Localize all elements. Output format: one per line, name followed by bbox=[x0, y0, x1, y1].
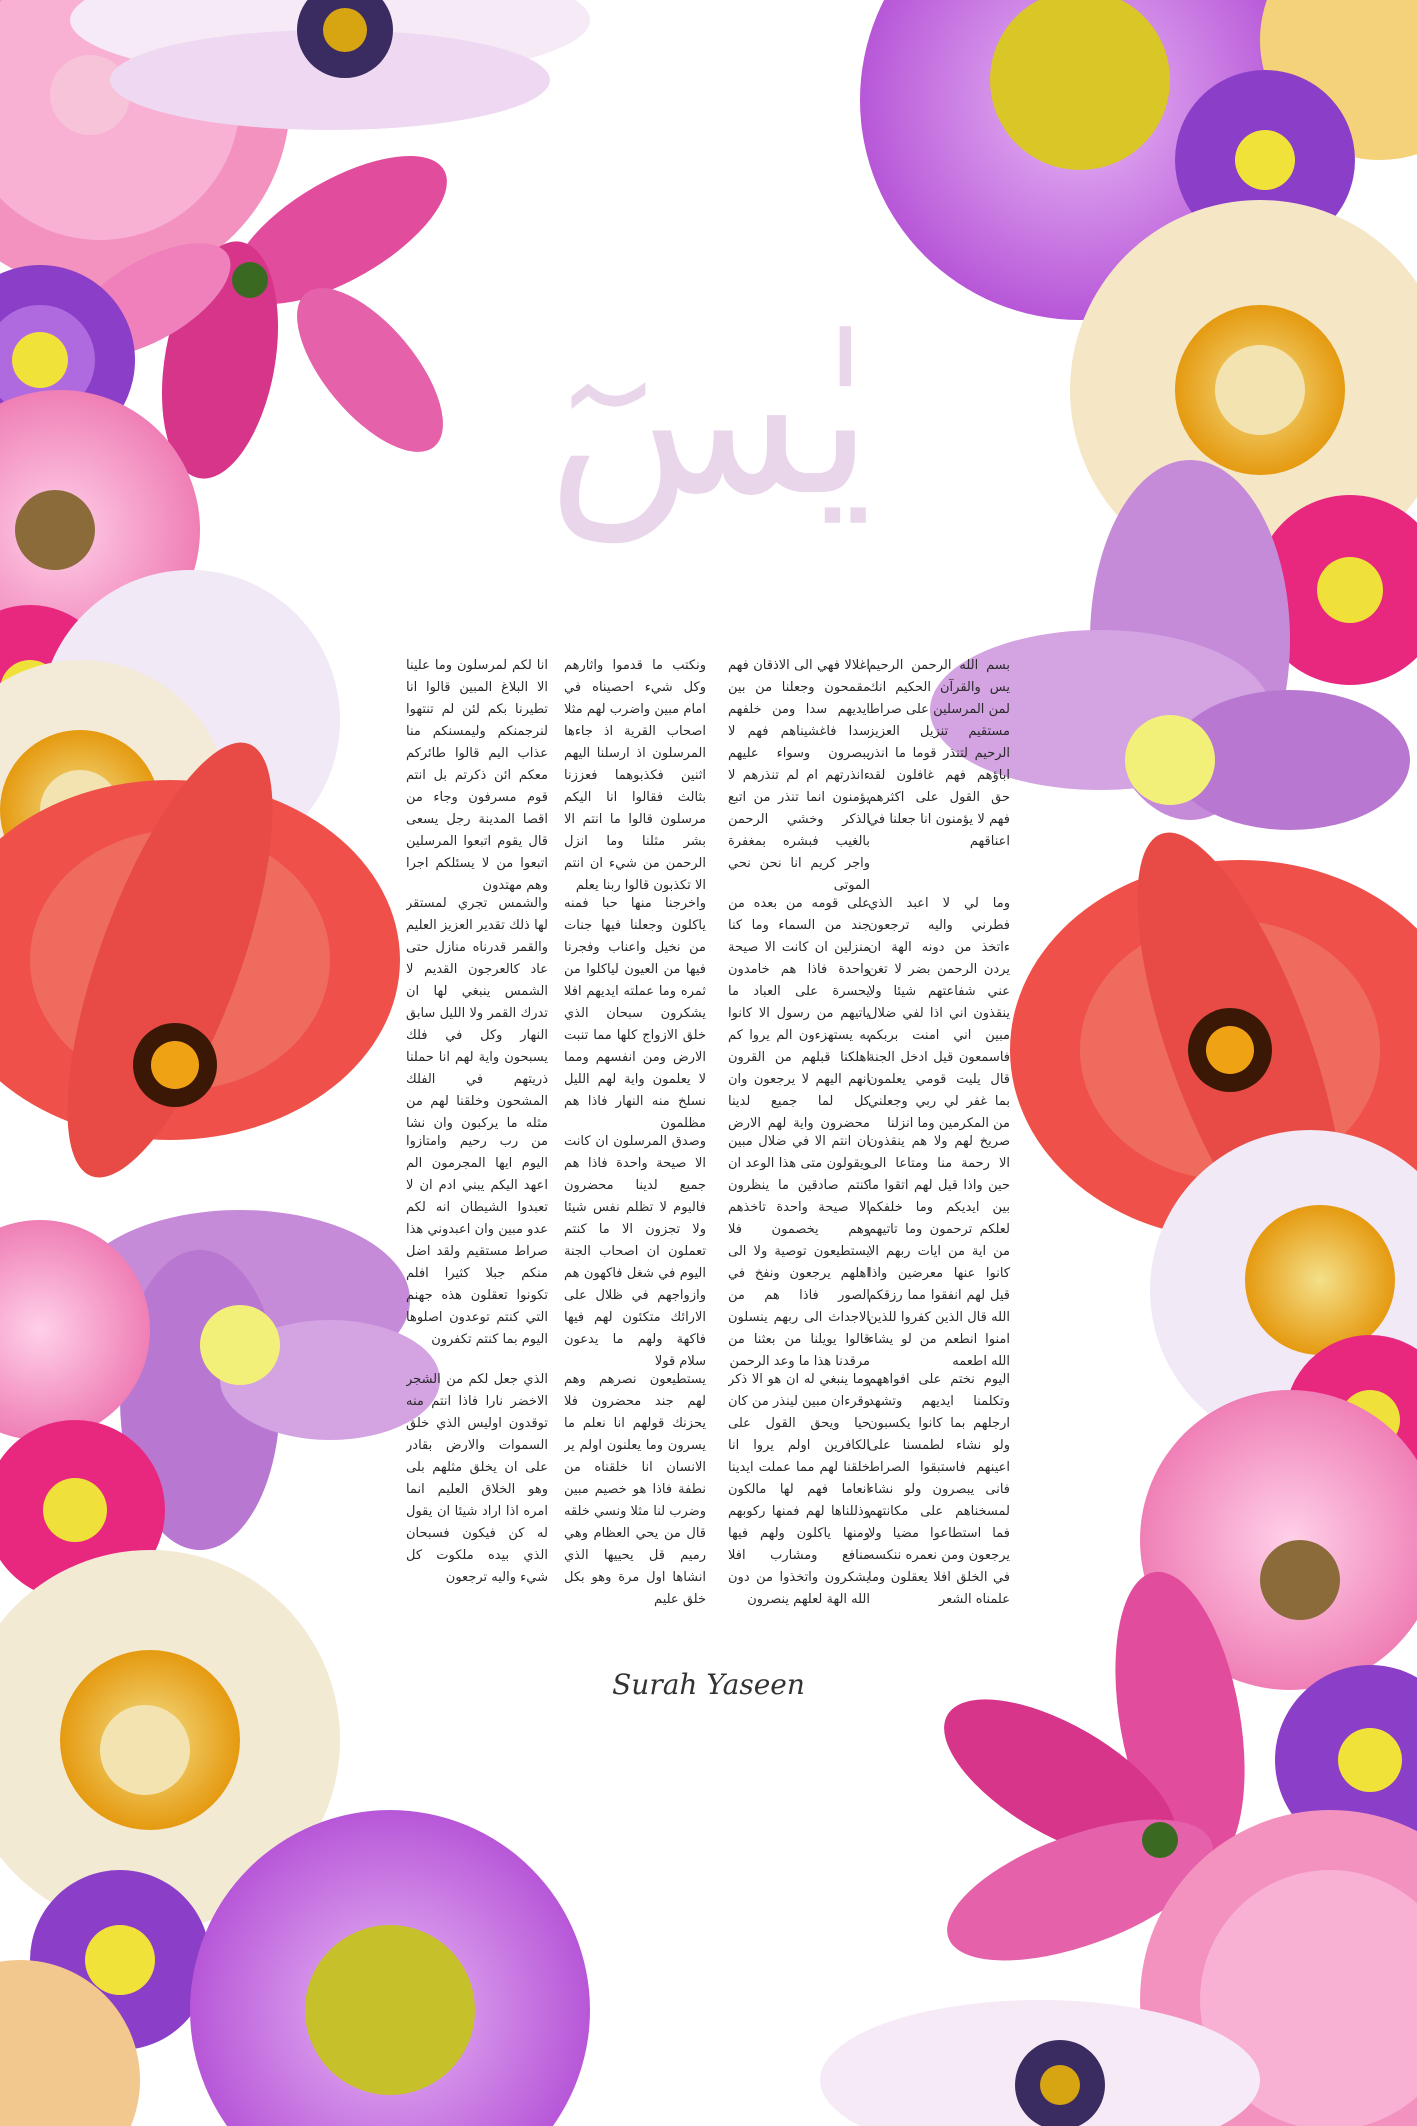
text-paragraph: وصدق المرسلون ان كانت الا صيحة واحدة فاذا هم جميع لدينا محضرون فاليوم لا تظلم نفس شيئا ولا تجزون الا ما كنتم تعملون ان اصحاب الجنة اليوم في شغل فاكهون هم وازواجهم في ظلال على الارائك متكئون لهم فيها فاكهة ولهم ما يدعون سلام قولا bbox=[564, 1134, 706, 1369]
text-paragraph: بسم الله الرحمن الرحيم يس والقرآن الحكيم انك لمن المرسلين على صراط مستقيم تنزيل العزيز الرحيم لتنذر قوما ما انذر اباؤهم فهم غافلون لقد حق القول على اكثرهم فهم لا يؤمنون انا جعلنا في اعناقهم bbox=[868, 658, 1010, 849]
text-paragraph: على قومه من بعده من جند من السماء وما كنا منزلين ان كانت الا صيحة واحدة فاذا هم خامدون يحسرة على العباد ما ياتيهم من رسول الا كانوا به يستهزءون الم يروا كم اهلكنا قبلهم من القرون انهم اليهم لا يرجعون وان كل لما جميع لدينا محضرون واية لهم الارض bbox=[728, 896, 870, 1131]
text-paragraph: صريخ لهم ولا هم ينقذون الا رحمة منا ومتاعا الى حين واذا قيل لهم اتقوا ما بين ايديكم وما خلفكم لعلكم ترحمون وما تاتيهم من اية من ايات ربهم الا كانوا عنها معرضين واذا قيل لهم انفقوا مما رزقكم الله قال الذين كفروا للذين امنوا انطعم من لو يشاء الله اطعمه bbox=[868, 1134, 1010, 1369]
surah-title-calligraphy: يٰسٓ bbox=[546, 297, 874, 542]
text-paragraph: الذي جعل لكم من الشجر الاخضر نارا فاذا انتم منه توقدون اوليس الذي خلق السموات والارض بقادر على ان يخلق مثلهم بلى وهو الخلاق العليم انما امره اذا اراد شيئا ان يقول له كن فيكون فسبحان الذي بيده ملكوت كل شيء واليه ترجعون bbox=[406, 1372, 548, 1585]
surah-text-block bbox=[400, 655, 1010, 1605]
text-paragraph: وما ينبغي له ان هو الا ذكر وقرءان مبين لينذر من كان حيا ويحق القول على الكافرين اولم يروا انا خلقنا لهم مما عملت ايدينا انعاما فهم لها مالكون وذللناها لهم فمنها ركوبهم ومنها ياكلون ولهم فيها منافع ومشارب افلا يشكرون واتخذوا من دون الله الهة لعلهم ينصرون bbox=[728, 1372, 870, 1607]
text-paragraph: ونكتب ما قدموا واثارهم وكل شيء احصيناه في امام مبين واضرب لهم مثلا اصحاب القرية اذ جاءها المرسلون اذ ارسلنا اليهم اثنين فكذبوهما فعززنا بثالث فقالوا انا اليكم مرسلون قالوا ما انتم الا بشر مثلنا وما انزل الرحمن من شيء ان انتم الا تكذبون قالوا ربنا يعلم bbox=[564, 658, 706, 893]
text-paragraph: ان انتم الا في ضلال مبين ويقولون متى هذا الوعد ان كنتم صادقين ما ينظرون الا صيحة واحدة تاخذهم وهم يخصمون فلا يستطيعون توصية ولا الى اهلهم يرجعون ونفخ في الصور فاذا هم من الاجداث الى ربهم ينسلون قالوا يويلنا من بعثنا من مرقدنا هذا ما وعد الرحمن bbox=[728, 1134, 870, 1369]
text-paragraph: انا لكم لمرسلون وما علينا الا البلاغ المبين قالوا انا تطيرنا بكم لئن لم تنتهوا لنرجمنكم وليمسنكم منا عذاب اليم قالوا طائركم معكم ائن ذكرتم بل انتم قوم مسرفون وجاء من اقصا المدينة رجل يسعى قال يقوم اتبعوا المرسلين اتبعوا من لا يسئلكم اجرا وهم مهتدون bbox=[406, 658, 548, 893]
text-paragraph: اغلالا فهي الى الاذقان فهم مقمحون وجعلنا من بين ايديهم سدا ومن خلفهم سدا فاغشيناهم فهم لا يبصرون وسواء عليهم ءانذرتهم ام لم تنذرهم لا يؤمنون انما تنذر من اتبع الذكر وخشي الرحمن بالغيب فبشره بمغفرة واجر كريم انا نحن نحي الموتى bbox=[728, 658, 870, 893]
text-paragraph: اليوم نختم على افواههم وتكلمنا ايديهم وتشهد ارجلهم بما كانوا يكسبون ولو نشاء لطمسنا على اعينهم فاستبقوا الصراط فانى يبصرون ولو نشاء لمسخناهم على مكانتهم فما استطاعوا مضيا ولا يرجعون ومن نعمره ننكسه في الخلق افلا يعقلون وما علمناه الشعر bbox=[868, 1372, 1010, 1607]
text-paragraph: والشمس تجري لمستقر لها ذلك تقدير العزيز العليم والقمر قدرناه منازل حتى عاد كالعرجون القديم لا الشمس ينبغي لها ان تدرك القمر ولا الليل سابق النهار وكل في فلك يسبحون واية لهم انا حملنا ذريتهم في الفلك المشحون وخلقنا لهم من مثله ما يركبون وان نشا bbox=[406, 896, 548, 1131]
text-paragraph: واخرجنا منها حبا فمنه ياكلون وجعلنا فيها جنات من نخيل واعناب وفجرنا فيها من العيون لياكلوا من ثمره وما عملته ايديهم افلا يشكرون سبحان الذي خلق الازواج كلها مما تنبت الارض ومن انفسهم ومما لا يعلمون واية لهم الليل نسلخ منه النهار فاذا هم مظلمون bbox=[564, 896, 706, 1131]
surah-caption: Surah Yaseen bbox=[612, 1668, 805, 1701]
text-paragraph: وما لي لا اعبد الذي فطرني واليه ترجعون ءاتخذ من دونه الهة ان يردن الرحمن بضر لا تغن عني شفاعتهم شيئا ولا ينقذون اني اذا لفي ضلال مبين اني امنت بربكم فاسمعون قيل ادخل الجنة قال يليت قومي يعلمون بما غفر لي ربي وجعلني من المكرمين وما انزلنا bbox=[868, 896, 1010, 1131]
text-paragraph: يستطيعون نصرهم وهم لهم جند محضرون فلا يحزنك قولهم انا نعلم ما يسرون وما يعلنون اولم ير الانسان انا خلقناه من نطفة فاذا هو خصيم مبين وضرب لنا مثلا ونسي خلقه قال من يحي العظام وهي رميم قل يحييها الذي انشاها اول مرة وهو بكل خلق عليم bbox=[564, 1372, 706, 1607]
text-paragraph: من رب رحيم وامتازوا اليوم ايها المجرمون الم اعهد اليكم يبني ادم ان لا تعبدوا الشيطان انه لكم عدو مبين وان اعبدوني هذا صراط مستقيم ولقد اضل منكم جبلا كثيرا افلم تكونوا تعقلون هذه جهنم التي كنتم توعدون اصلوها اليوم بما كنتم تكفرون bbox=[406, 1134, 548, 1347]
